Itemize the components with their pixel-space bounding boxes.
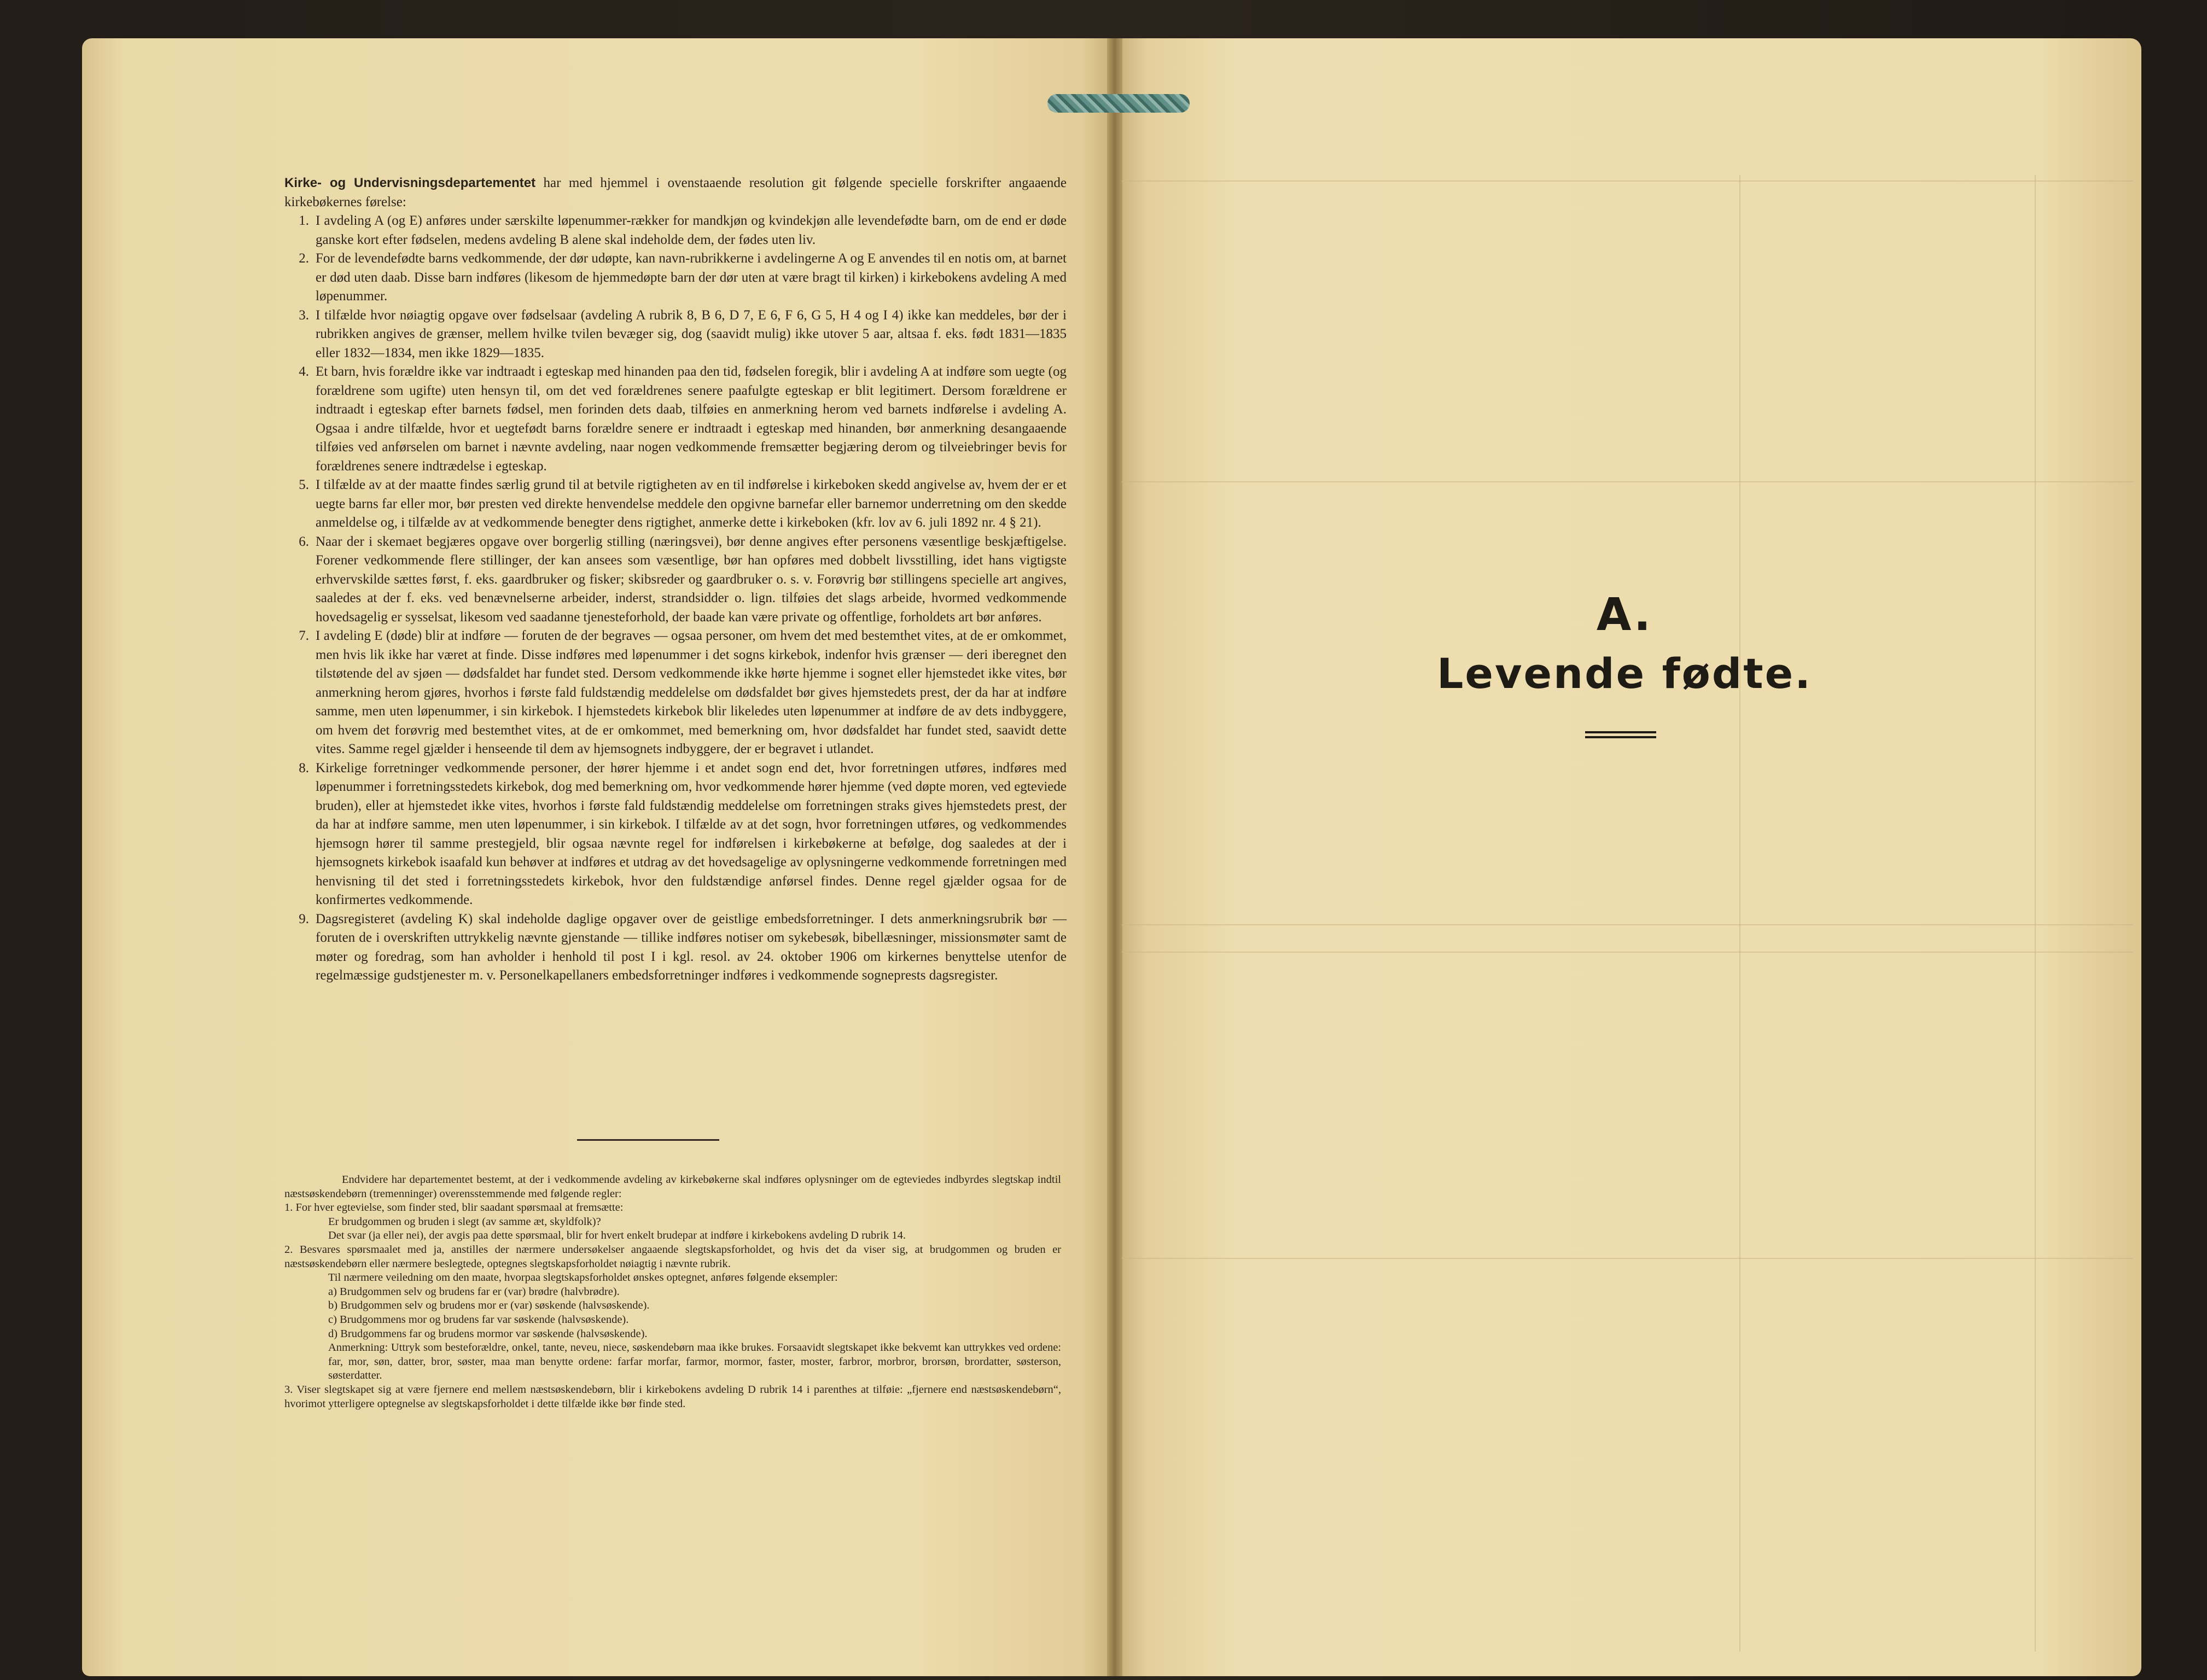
item-text: Et barn, hvis forældre ikke var indtraadt i egteskap med hinanden paa den tid, fødselen foregik, blir i avdeling A at indføre som uegte (og forældrene som ugifte) uten hensyn til, om det ved forældrenes senere paafulgte egteskap er blit legitimert. Dersom forældrene er indtraadt i egteskap efter barnets fødsel, men forinden dets daab, tilføies en anmerkning herom ved barnets indførelse i avdeling A. Ogsaa i andre tilfælde, hvor et uegtefødt barns forældre senere er indtraadt i egteskap med hinanden, bør anmerkning desangaaende tilføies ved anførselen om barnet i nævnte avdeling, naar nogen vedkommende fremsætter begjæring derom og tilveiebringer bevis for forældrenes senere indtrædelse i egteskap. xyxy=(316,364,1067,474)
regulations-text xyxy=(284,174,1067,985)
regulation-item xyxy=(284,306,1067,363)
item-text: Naar der i skemaet begjæres opgave over borgerlig stilling (næringsvei), bør denne angives efter personens væsentlige beskjæftigelse. Forener vedkommende flere stillinger, der kan ansees som væsentlige, bør han opføres med dobbelt livsstilling, idet hans vigtigste erhvervskilde sættes først, f. eks. gaardbruker og fisker; skibsreder og gaardbruker o. s. v. Forøvrig bør stillingens specielle art angives, saaledes at der f. eks. ved benævnelserne arbeider, inderst, strandsidder o. lign. tilføies det slags arbeide, hvormed vedkommende hovedsagelig er sysselsat, likesom ved saadanne tjenesteforhold, der baade kan være private og offentlige, forholdets art bør anføres. xyxy=(316,534,1067,625)
item-number: 1. xyxy=(299,213,309,228)
item-text: I tilfælde hvor nøiagtig opgave over fødselsaar (avdeling A rubrik 8, B 6, D 7, E 6, F 6, G 5, H 4 og I 4) ikke kan meddeles, bør der i rubrikken angives de grænser, mellem hvilke tvilen bevæger sig, dog (saavidt mulig) ikke utover 5 aar, altsaa f. eks. født 1831—1835 eller 1832—1834, men ikke 1829—1835. xyxy=(316,307,1067,360)
item-text: Dagsregisteret (avdeling K) skal indeholde daglige opgaver over de geistlige embedsforretninger. I dets anmerkningsrubrik bør — foruten de i overskriften uttrykkelig nævnte gjenstande — tillike indføres notiser om sykebesøk, bibellæsninger, missionsmøter samt de møter og foredrag, som han avholder i henhold til post I i kgl. resol. av 24. oktober 1906 om kirkernes benyttelse utenfor de regelmæssige gudstjenester m. v. Personelkapellaners embedsforretninger indføres i vedkommende sogneprests dagsregister. xyxy=(316,911,1067,983)
book-gutter xyxy=(1107,38,1122,1676)
section-title: Levende fødte. xyxy=(1437,649,1812,698)
kinship-example-c: c) Brudgommens mor og brudens far var søskende (halvsøskende). xyxy=(328,1313,629,1326)
regulation-item xyxy=(284,627,1067,759)
kinship-example-d: d) Brudgommens far og brudens mormor var søskende (halvsøskende). xyxy=(328,1327,648,1340)
regulation-item xyxy=(284,212,1067,249)
kinship-rule-3: 3. Viser slegtskapet sig at være fjernere end mellem næstsøskendebørn, blir i kirkebokens avdeling D rubrik 14 i parenthes at tilføie: „fjernere end næstsøskendebørn“, hvorimot ytterligere optegnelse av slegtskapsforholdet i dette tilfælde ikke bør finde sted. xyxy=(284,1383,1061,1410)
item-number: 4. xyxy=(299,364,309,379)
regulation-item xyxy=(284,759,1067,910)
item-number: 3. xyxy=(299,307,309,323)
section-letter: A. xyxy=(1596,589,1653,641)
intro-rest: har med hjemmel i ovenstaaende resolution git følgende specielle forskrifter angaaende kirkebøkernes førelse: xyxy=(284,176,1067,209)
regulation-item xyxy=(284,363,1067,476)
item-text: I tilfælde av at der maatte findes særlig grund til at betvile rigtigheten av en til indførelse i kirkeboken skedd angivelse av, hvem der er et uegte barns far eller mor, bør presten ved direkte henvendelse meddele den opgivne barnefar eller barnemor underretning om den skedde anmeldelse og, i tilfælde av at vedkommende benegter dens rigtighet, anmerke dette i kirkeboken (kfr. lov av 6. juli 1892 nr. 4 § 21). xyxy=(316,477,1067,530)
kinship-rules-text xyxy=(284,1173,1061,1411)
kinship-rule-1: 1. For hver egtevielse, som finder sted, blir saadant spørsmaal at fremsætte: xyxy=(284,1201,624,1214)
item-text: Kirkelige forretninger vedkommende personer, der hører hjemme i et andet sogn end det, hvor forretningen utføres, indføres med løpenummer i forretningsstedets kirkebok, dog med bemerkning om, hvor vedkommende hører hjemme (ved døpte moren, ved egteviede bruden), eller at hjemstedet ikke vites, hvorhos i første fald fuldstændig meddelelse om forretningen straks gives hjemstedets prest, der da har at indføre samme, men uten løpenummer, i sin kirkebok. I tilfælde av at det sogn, hvor forretningen utføres, og vedkommendes hjemsogn hører til samme prestegjeld, blir ogsaa nævnte regel for indførelsen i kirkebøkerne at befølge, dog saaledes at der i hjemsognets kirkebok isaafald kun behøver at indføres et utdrag av det hovedsagelige av oplysningerne vedkommende forretningen med henvisning til det sted i forretningsstedets kirkebok, hvor den fuldstændige anførsel findes. Denne regel gjælder ogsaa for de konfirmertes vedkommende. xyxy=(316,760,1067,907)
item-number: 2. xyxy=(299,251,309,266)
kinship-rule-2a: Til nærmere veiledning om den maate, hvorpaa slegtskapsforholdet ønskes optegnet, anføres følgende eksempler: xyxy=(328,1271,838,1284)
kinship-rule-2: 2. Besvares spørsmaalet med ja, anstilles der nærmere undersøkelser angaaende slegtskapsforholdet, og hvis det da viser sig, at brudgommen og bruden er næstsøskendebørn eller nærmere beslegtede, optegnes slegtskapsforholdet nøiagtig i nævnte rubrik. xyxy=(284,1243,1061,1270)
kinship-example-a: a) Brudgommen selv og brudens far er (var) brødre (halvbrødre). xyxy=(328,1285,620,1298)
kinship-note: Anmerkning: Uttryk som besteforældre, onkel, tante, neveu, niece, søskendebørn maa ikke brukes. Forsaavidt slegtskapet ikke bekvemt kan uttrykkes ved ordene: far, mor, søn, datter, bror, søster, maa man benytte ordene: farfar morfar, farmor, mormor, faster, moster, farbror, morbror, brorsøn, brordatter, søsterson, søsterdatter. xyxy=(328,1341,1061,1382)
regulation-item xyxy=(284,476,1067,533)
kinship-intro: Endvidere har departementet bestemt, at der i vedkommende avdeling av kirkebøkerne skal indføres oplysninger om de egteviedes indbyrdes slegtskap indtil næstsøskendebørn (tremenninger) overensstemmende med følgende regler: xyxy=(284,1174,1061,1200)
kinship-example-b: b) Brudgommen selv og brudens mor er (var) søskende (halvsøskende). xyxy=(328,1299,650,1312)
intro-bold: Kirke- og Undervisningsdepartementet xyxy=(284,176,536,190)
title-underline-top xyxy=(1585,731,1656,733)
section-heading xyxy=(1433,588,1816,704)
title-underline-bottom xyxy=(1585,736,1656,738)
kinship-rule-1b: Det svar (ja eller nei), der avgis paa dette spørsmaal, blir for hvert enkelt brudepar at indføre i kirkebokens avdeling D rubrik 14. xyxy=(328,1229,906,1242)
item-text: I avdeling A (og E) anføres under særskilte løpenummer-rækker for mandkjøn og kvindekjøn alle levendefødte barn, om de end er døde ganske kort efter fødselen, medens avdeling B alene skal indeholde dem, der fødes uten liv. xyxy=(316,213,1067,247)
section-divider xyxy=(577,1139,719,1141)
regulation-item xyxy=(284,533,1067,627)
binding-thread xyxy=(1047,94,1190,113)
item-text: For de levendefødte barns vedkommende, der dør udøpte, kan navn-rubrikkerne i avdelingerne A og E anvendes til en notis om, at barnet er død uten daab. Disse barn indføres (likesom de hjemmedøpte barn der dør uten at være bragt til kirken) i kirkebokens avdeling A med løpenummer. xyxy=(316,251,1067,304)
item-number: 9. xyxy=(299,911,309,926)
item-number: 7. xyxy=(299,628,309,643)
regulation-item xyxy=(284,249,1067,306)
item-text: I avdeling E (døde) blir at indføre — foruten de der begraves — ogsaa personer, om hvem det med bestemthet vites, at de er omkommet, men hvis lik ikke har været at finde. Disse indføres med løpenummer i det sogns kirkebok, indenfor hvis grænser — deri iberegnet den tilstøtende del av sjøen — dødsfaldet har fundet sted. Dersom vedkommende ikke hørte hjemme i sognet eller hjemstedet ikke vites, bør anmerkning herom gjøres, hvorhos i første fald fuldstændig meddelelse om dødsfaldet bør gives hjemstedets prest, der da har at indføre samme, men uten løpenummer, i sin kirkebok. I hjemstedets kirkebok blir likeledes uten løpenummer at indføre de av dets indbyggere, om hvem det forøvrig med bestemthet vites, at de er omkommet, med bemerkning om, hvor dødsfaldet har fundet sted, saavidt dette vites. Samme regel gjælder i henseende til dem av hjemsognets indbyggere, der er begravet i utlandet. xyxy=(316,628,1067,756)
item-number: 5. xyxy=(299,477,309,492)
item-number: 6. xyxy=(299,534,309,549)
kinship-rule-1a: Er brudgommen og bruden i slegt (av samme æt, skyldfolk)? xyxy=(328,1215,601,1228)
right-page xyxy=(1116,38,2141,1676)
intro-paragraph xyxy=(284,174,1067,212)
regulation-item xyxy=(284,910,1067,985)
item-number: 8. xyxy=(299,760,309,775)
